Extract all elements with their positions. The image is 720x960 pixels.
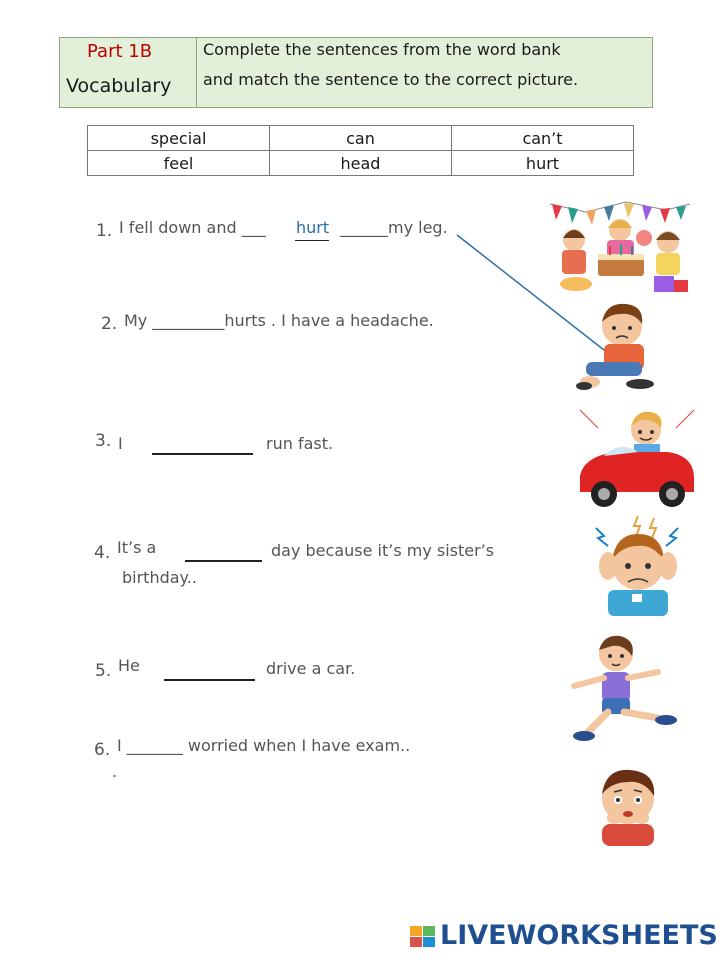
sentence-number: 4. [94,543,111,563]
sentence-3-end: run fast. [266,434,334,453]
sentence-number: 1. [96,221,113,241]
car-boy-picture[interactable] [576,406,698,510]
sentence-number: 3. [95,431,112,451]
answer-input-1[interactable]: hurt [296,218,330,237]
answer-blank-4[interactable] [185,560,262,562]
party-picture[interactable] [546,198,692,296]
part-label: Part 1B [87,41,153,62]
headache-boy-picture[interactable] [578,514,698,620]
sentence-5-text: He [118,656,140,675]
sentence-number: 6. [94,740,111,760]
sentence-4-text: It’s a [117,538,157,557]
sentence-1-end: ______my leg. [340,218,448,237]
liveworksheets-logo-icon [410,926,436,948]
section-label: Vocabulary [66,75,172,97]
word-bank-row [88,126,634,151]
sentence-number: 5. [95,661,112,681]
instruction-line-2: and match the sentence to the correct picture. [203,70,579,89]
answer-blank-3[interactable] [152,453,253,455]
word-bank-cell: special [88,126,270,151]
answer-blank-5[interactable] [164,679,255,681]
running-boy-picture[interactable] [566,632,686,744]
sentence-5-end: drive a car. [266,659,356,678]
sentence-1-text: I fell down and ___ [119,218,266,237]
sentence-4-line-2: birthday.. [122,568,197,587]
sentence-2-text: My _________hurts . I have a headache. [124,311,434,330]
stray-dot: . [112,762,118,781]
word-bank-cell: feel [88,151,270,176]
word-bank-cell: can [270,126,452,151]
word-bank-row [88,151,634,176]
sentence-3-text: I [118,434,123,453]
instruction-line-1: Complete the sentences from the word bank [203,40,561,59]
word-bank-table [87,125,634,176]
sentence-4-end: day because it’s my sister’s [271,541,495,560]
header-box [59,37,653,108]
word-bank-cell: head [270,151,452,176]
answer-underline [295,240,329,241]
word-bank-cell: hurt [452,151,634,176]
liveworksheets-logo: LIVEWORKSHEETS [440,920,718,951]
sentence-6-text: I _______ worried when I have exam.. [117,736,411,755]
sentence-number: 2. [101,314,118,334]
worried-boy-picture[interactable] [588,762,670,846]
header-left-cell [60,38,197,107]
word-bank-cell: can’t [452,126,634,151]
hurt-knee-boy-picture[interactable] [576,300,660,392]
